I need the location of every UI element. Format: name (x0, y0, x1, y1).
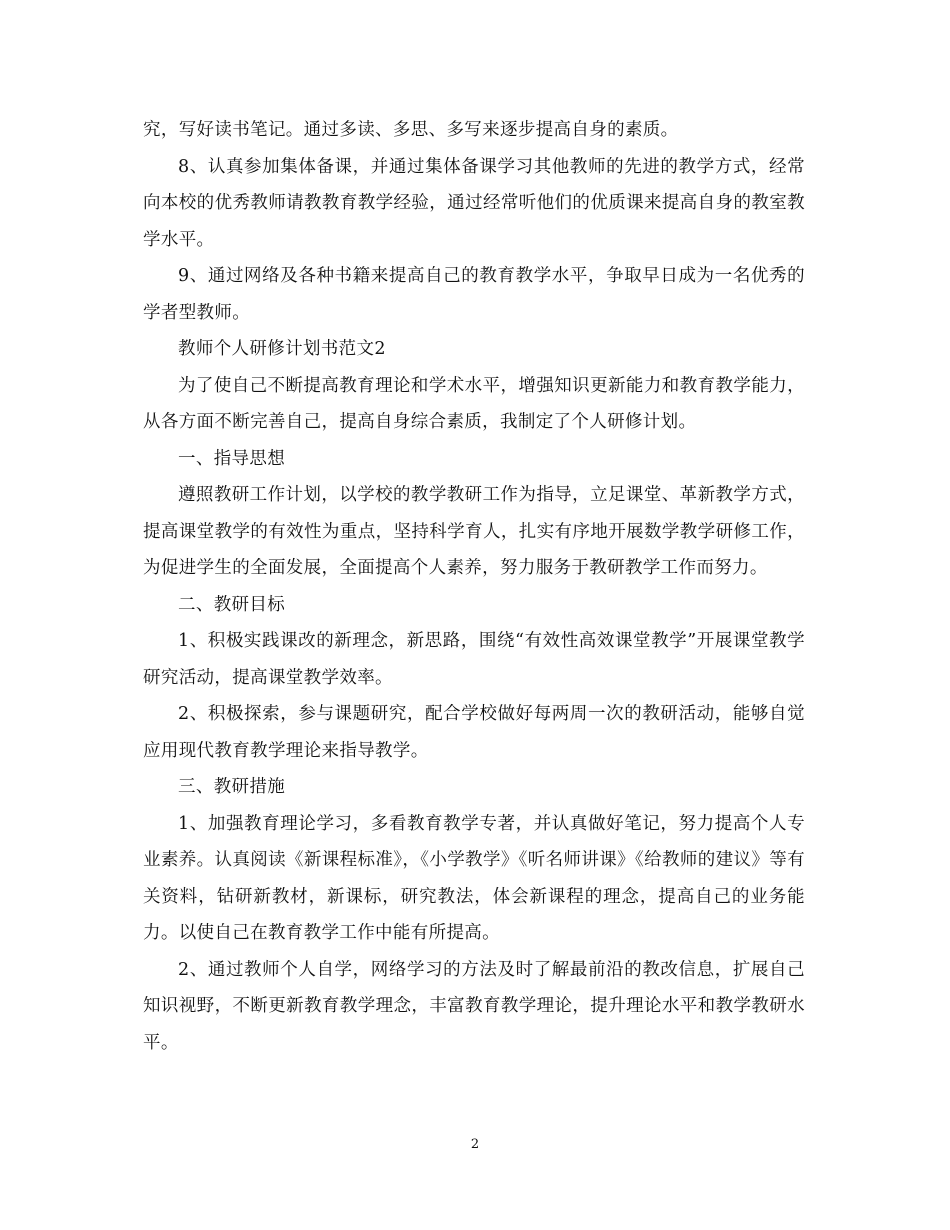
paragraph: 8、认真参加集体备课，并通过集体备课学习其他教师的先进的教学方式，经常向本校的优秀教师请教教育教学经验，通过经常听他们的优质课来提高自身的教室教学水平。 (143, 156, 805, 250)
paragraph: 2、积极探索，参与课题研究，配合学校做好每两周一次的教研活动，能够自觉应用现代教育教学理论来指导教学。 (143, 704, 805, 761)
section-heading: 三、教研措施 (178, 777, 286, 797)
page-number: 2 (470, 1137, 480, 1152)
section-heading: 二、教研目标 (178, 594, 286, 615)
paragraph: 为了使自己不断提高教育理论和学术水平，增强知识更新能力和教育教学能力，从各方面不断完善自己，提高自身综合素质，我制定了个人研修计划。 (143, 375, 805, 432)
paragraph: 9、通过网络及各种书籍来提高自己的教育教学水平，争取早日成为一名优秀的学者型教师。 (143, 266, 805, 323)
paragraph: 2、通过教师个人自学，网络学习的方法及时了解最前沿的教改信息，扩展自己知识视野，不断更新教育教学理念，丰富教育教学理论，提升理论水平和教学教研水平。 (143, 959, 805, 1053)
section-title: 教师个人研修计划书范文2 (178, 339, 386, 359)
paragraph: 1、积极实践课改的新理念，新思路，围绕“有效性高效课堂教学”开展课堂教学研究活动，提高课堂教学效率。 (143, 631, 805, 688)
section-heading: 一、指导思想 (178, 448, 286, 469)
paragraph: 究，写好读书笔记。通过多读、多思、多写来逐步提高自身的素质。 (143, 120, 679, 140)
document-body (143, 112, 805, 1061)
paragraph: 遵照教研工作计划，以学校的教学教研工作为指导，立足课堂、革新教学方式，提高课堂教学的有效性为重点，坚持科学育人，扎实有序地开展数学教学研修工作，为促进学生的全面发展，全面提高个人素养，努力服务于教研教学工作而努力。 (143, 485, 805, 578)
paragraph: 1、加强教育理论学习，多看教育教学专著，并认真做好笔记，努力提高个人专业素养。认真阅读《新课程标准》，《小学教学》《听名师讲课》《给教师的建议》等有关资料，钻研新教材，新课标，研究教法，体会新课程的理念，提高自己的业务能力。以使自己在教育教学工作中能有所提高。 (143, 813, 805, 943)
